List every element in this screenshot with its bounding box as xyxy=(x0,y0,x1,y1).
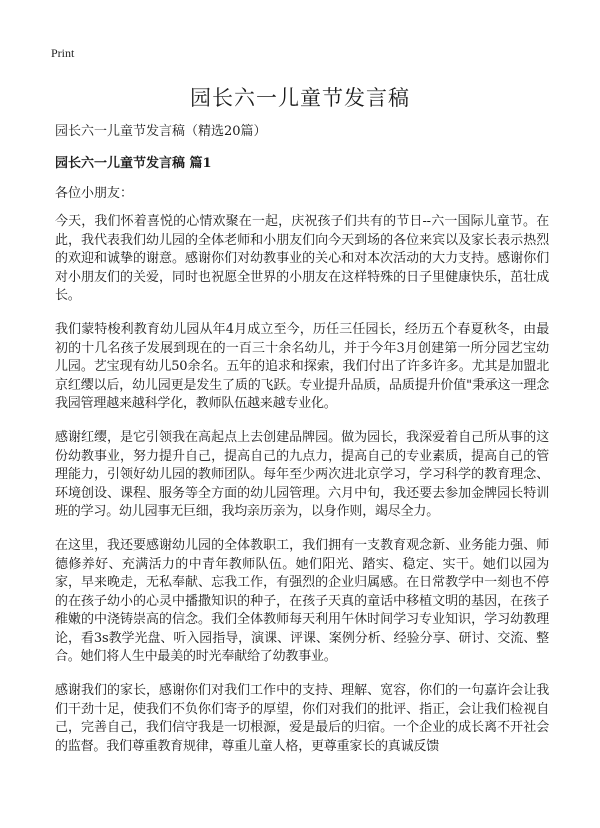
page-title: 园长六一儿童节发言稿 xyxy=(190,86,410,110)
print-link[interactable]: Print xyxy=(51,46,75,60)
section-heading: 园长六一儿童节发言稿 篇1 xyxy=(55,156,212,171)
paragraph: 感谢我们的家长，感谢你们对我们工作中的支持、理解、宽容，你们的一句嘉许会让我们干劲十足，使我们不负你们寄予的厚望，你们对我们的批评、指正，会让我们检视自己，完善自己，我们信守我是一切根源，爱是最后的归宿。一个企业的成长离不开社会的监督。我们尊重教育规律，尊重儿童人格，更尊重家长的真诚反馈 xyxy=(55,683,549,754)
paragraph: 今天，我们怀着喜悦的心情欢聚在一起，庆祝孩子们共有的节日--六一国际儿童节。在此，我代表我们幼儿园的全体老师和小朋友们向今天到场的各位来宾以及家长表示热烈的欢迎和诚挚的谢意。感谢你们对幼教事业的关心和对本次活动的大力支持。感谢你们对小朋友们的关爱，同时也祝愿全世界的小朋友在这样特殊的日子里健康快乐，茁壮成长。 xyxy=(55,214,549,304)
paragraph: 感谢红缨，是它引领我在高起点上去创建品牌园。做为园长，我深爱着自己所从事的这份幼教事业，努力提升自己，提高自己的九点力，提高自己的专业素质，提高自己的管理能力，引领好幼儿园的教师团队。每年至少两次进北京学习，学习科学的教育理念、环境创设、课程、服务等全方面的幼儿园管理。六月中旬，我还要去参加金牌园长特训班的学习。幼儿园事无巨细，我均亲历亲为，以身作则，竭尽全力。 xyxy=(55,429,549,520)
document-subtitle: 园长六一儿童节发言稿（精选20篇） xyxy=(55,124,267,139)
paragraph: 我们蒙特梭利教育幼儿园从年4月成立至今，历任三任园长，经历五个春夏秋冬，由最初的十几名孩子发展到现在的一百三十余名幼儿，并于今年3月创建第一所分园艺宝幼儿园。艺宝现有幼儿50余名。五年的追求和探索，我们付出了许多许多。尤其是加盟北京红缨以后，幼儿园更是发生了质的飞跃。专业提升品质，品质提升价值"秉承这一理念我园管理越来越科学化，教师队伍越来越专业化。 xyxy=(55,321,549,412)
paragraph: 在这里，我还要感谢幼儿园的全体教职工，我们拥有一支教育观念新、业务能力强、师德修养好、充满活力的中青年教师队伍。她们阳光、踏实、稳定、实干。她们以园为家，早来晚走，无私奉献、忘我工作，有强烈的企业归属感。在日常教学中一刻也不停的在孩子幼小的心灵中播撒知识的种子，在孩子天真的童话中移植文明的基因，在孩子稚嫩的中浇铸崇高的信念。我们全体教师每天利用午休时间学习专业知识，学习幼教理论，看3s教学光盘、听入园指导，演课、评课、案例分析、经验分享、研讨、交流、整合。她们将人生中最美的时光奉献给了幼教事业。 xyxy=(55,537,549,665)
document-body xyxy=(55,213,549,771)
greeting: 各位小朋友： xyxy=(55,186,134,201)
